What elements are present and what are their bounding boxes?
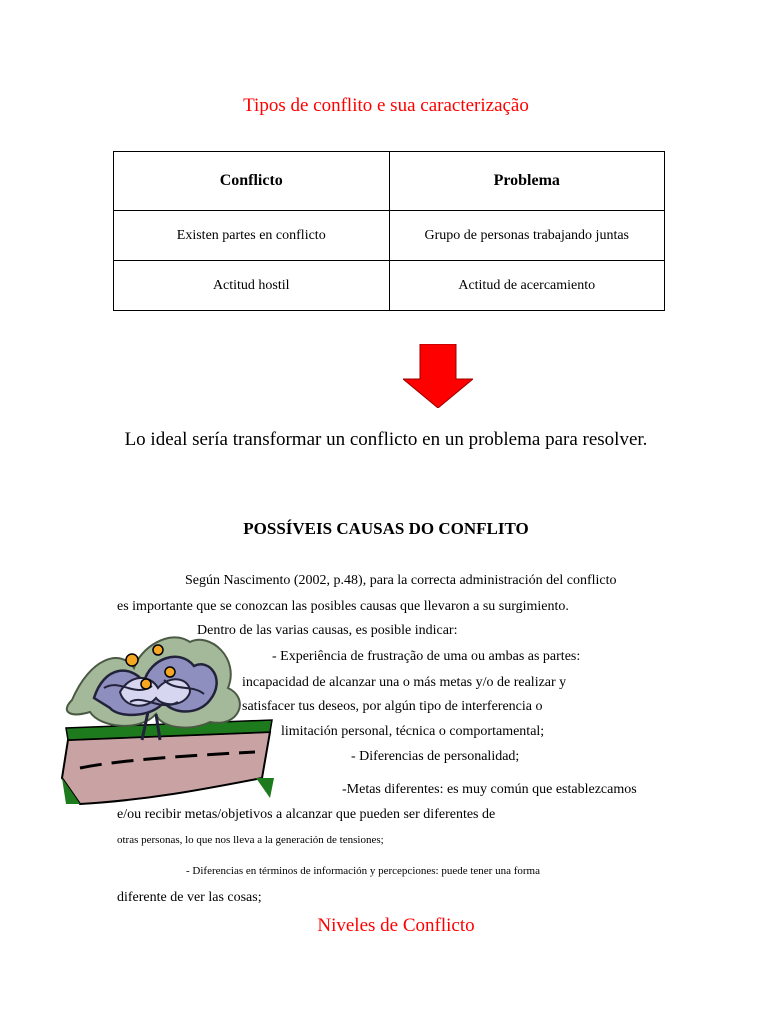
paragraph-line: es importante que se conozcan las posibles causas que llevaron a su surgimiento. [117, 599, 569, 614]
paragraph-line: - Experiência de frustração de uma ou ambas as partes: [272, 649, 581, 664]
paragraph-line: - Diferencias en términos de información y percepciones: puede tener una forma [186, 865, 540, 877]
paragraph-line: diferente de ver las cosas; [117, 890, 262, 905]
table-cell: Actitud de acercamiento [389, 261, 665, 311]
table-row [114, 211, 665, 261]
paragraph-line: -Metas diferentes: es muy común que establezcamos [342, 782, 637, 797]
paragraph-line: limitación personal, técnica o comportamental; [281, 724, 545, 739]
levels-heading: Niveles de Conflicto [317, 915, 475, 936]
paragraph-line: otras personas, lo que nos lleva a la generación de tensiones; [117, 834, 384, 846]
table-cell: Existen partes en conflicto [114, 211, 390, 261]
table-header-row [114, 152, 665, 211]
table-cell: Grupo de personas trabajando juntas [389, 211, 665, 261]
section-heading: POSSÍVEIS CAUSAS DO CONFLITO [243, 519, 529, 538]
down-arrow-icon [403, 344, 473, 408]
paragraph-line: - Diferencias de personalidad; [351, 749, 520, 764]
table-cell: Actitud hostil [114, 261, 390, 311]
paragraph-line: Dentro de las varias causas, es posible indicar: [197, 623, 458, 638]
document-title: Tipos de conflito e sua caracterização [243, 95, 529, 116]
conflict-problem-table [113, 151, 665, 311]
paragraph-line: e/ou recibir metas/objetivos a alcanzar que pueden ser diferentes de [117, 807, 496, 822]
paragraph-line: Según Nascimento (2002, p.48), para la correcta administración del conflicto [185, 573, 617, 588]
paragraph-line: incapacidad de alcanzar una o más metas y/o de realizar y [242, 675, 567, 690]
table-header-problema: Problema [389, 152, 665, 211]
paragraph-line: satisfacer tus deseos, por algún tipo de interferencia o [242, 699, 543, 714]
people-tangled-knot-illustration-icon [60, 628, 280, 808]
table-header-conflicto: Conflicto [114, 152, 390, 211]
main-statement: Lo ideal sería transformar un conflicto en un problema para resolver. [124, 429, 648, 450]
table-row [114, 261, 665, 311]
